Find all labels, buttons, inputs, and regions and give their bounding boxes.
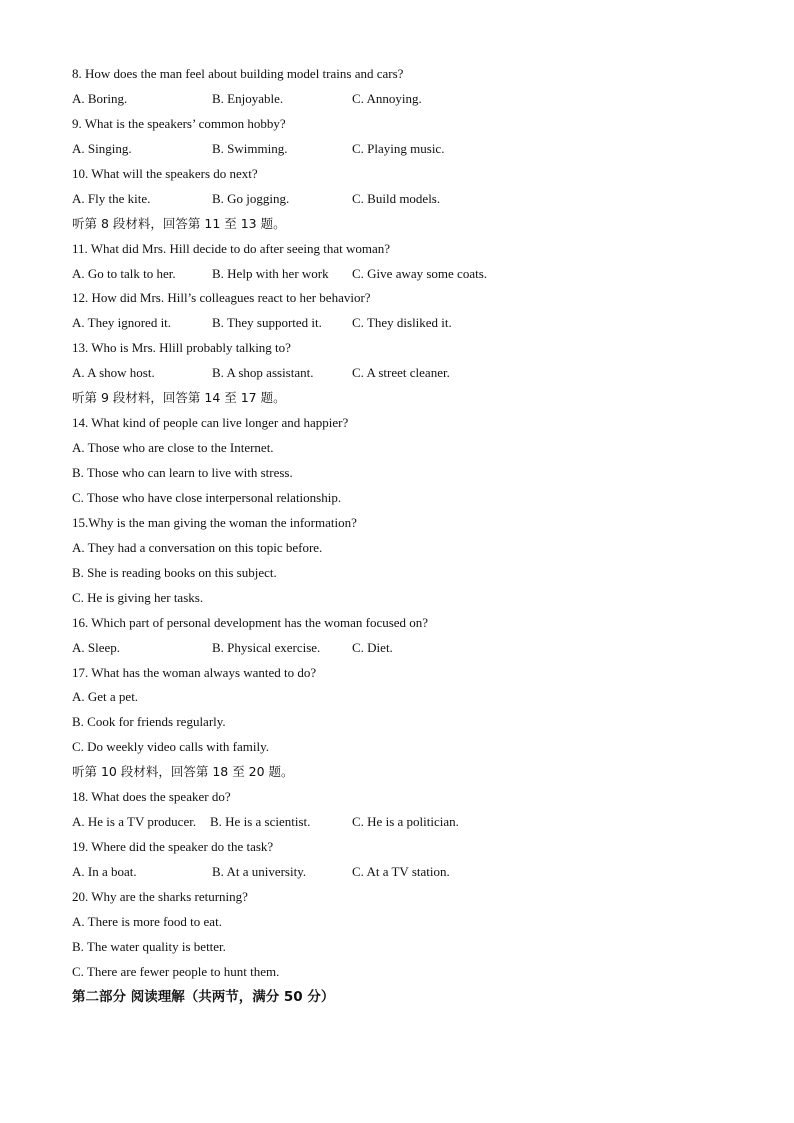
question-19-options [72, 860, 732, 885]
option-b: B. They supported it. [212, 315, 322, 331]
option-c: C. Diet. [352, 639, 393, 655]
option-a: A. Singing. [72, 140, 132, 156]
question-8-options [72, 87, 732, 112]
option-a: A. Fly the kite. [72, 190, 151, 206]
option-c: C. Annoying. [352, 90, 422, 106]
question-11: 11. What did Mrs. Hill decide to do after seeing that woman? [72, 240, 391, 256]
option-a: A. They had a conversation on this topic before. [72, 539, 323, 555]
part-2-heading: 第二部分 阅读理解（共两节，满分 50 分） [72, 988, 335, 1005]
question-18-options [72, 810, 732, 835]
option-a: A. Go to talk to her. [72, 265, 176, 281]
question-13-options [72, 361, 732, 386]
question-18: 18. What does the speaker do? [72, 789, 231, 805]
question-16-options [72, 636, 732, 661]
option-a: A. Get a pet. [72, 689, 139, 705]
option-b: B. He is a scientist. [210, 814, 311, 830]
option-b: B. Help with her work [212, 265, 329, 281]
question-8: 8. How does the man feel about building model trains and cars? [72, 66, 404, 81]
option-b: B. Those who can learn to live with stress. [72, 465, 293, 480]
option-b: B. Physical exercise. [212, 639, 321, 655]
question-14: 14. What kind of people can live longer and happier? [72, 415, 349, 431]
option-a: A. In a boat. [72, 864, 137, 879]
option-b: B. Enjoyable. [212, 90, 284, 106]
question-12: 12. How did Mrs. Hill’s colleagues react to her behavior? [72, 290, 371, 306]
option-b: B. She is reading books on this subject. [72, 564, 277, 580]
option-c: C. Playing music. [352, 140, 445, 156]
option-c: C. Those who have close interpersonal relationship. [72, 489, 342, 505]
question-17: 17. What has the woman always wanted to do? [72, 664, 317, 680]
question-16: 16. Which part of personal development has the woman focused on? [72, 614, 429, 630]
option-c: C. Give away some coats. [352, 265, 488, 281]
section-10-heading: 听第 10 段材料，回答第 18 至 20 题。 [72, 764, 294, 780]
option-b: B. The water quality is better. [72, 938, 226, 954]
option-c: C. He is giving her tasks. [72, 589, 204, 605]
option-b: B. Cook for friends regularly. [72, 714, 226, 730]
section-8-heading: 听第 8 段材料，回答第 11 至 13 题。 [72, 215, 286, 231]
option-a: A. They ignored it. [72, 315, 172, 331]
option-b: B. At a university. [212, 864, 307, 879]
question-12-options [72, 311, 732, 336]
question-10: 10. What will the speakers do next? [72, 165, 258, 181]
question-9: 9. What is the speakers’ common hobby? [72, 115, 286, 131]
question-11-options [72, 262, 732, 287]
option-a: A. Those who are close to the Internet. [72, 440, 274, 456]
question-10-options [72, 187, 732, 212]
option-a: A. Sleep. [72, 639, 121, 655]
option-c: C. A street cleaner. [352, 365, 450, 381]
question-15: 15.Why is the man giving the woman the information? [72, 514, 357, 530]
option-b: B. Swimming. [212, 140, 288, 156]
section-9-heading: 听第 9 段材料，回答第 14 至 17 题。 [72, 390, 286, 406]
page-content [72, 62, 732, 1010]
option-b: B. A shop assistant. [212, 365, 314, 381]
option-c: C. They disliked it. [352, 315, 452, 331]
option-c: C. There are fewer people to hunt them. [72, 963, 280, 979]
option-a: A. A show host. [72, 365, 155, 381]
option-c: C. At a TV station. [352, 864, 450, 879]
option-a: A. He is a TV producer. [72, 814, 197, 830]
option-a: A. There is more food to eat. [72, 913, 222, 929]
option-c: C. He is a politician. [352, 814, 459, 830]
option-c: C. Do weekly video calls with family. [72, 739, 270, 755]
question-13: 13. Who is Mrs. Hlill probably talking to? [72, 340, 291, 356]
question-19: 19. Where did the speaker do the task? [72, 839, 274, 855]
option-b: B. Go jogging. [212, 190, 290, 206]
question-9-options [72, 137, 732, 162]
option-c: C. Build models. [352, 190, 441, 206]
question-20: 20. Why are the sharks returning? [72, 888, 248, 904]
option-a: A. Boring. [72, 90, 128, 106]
